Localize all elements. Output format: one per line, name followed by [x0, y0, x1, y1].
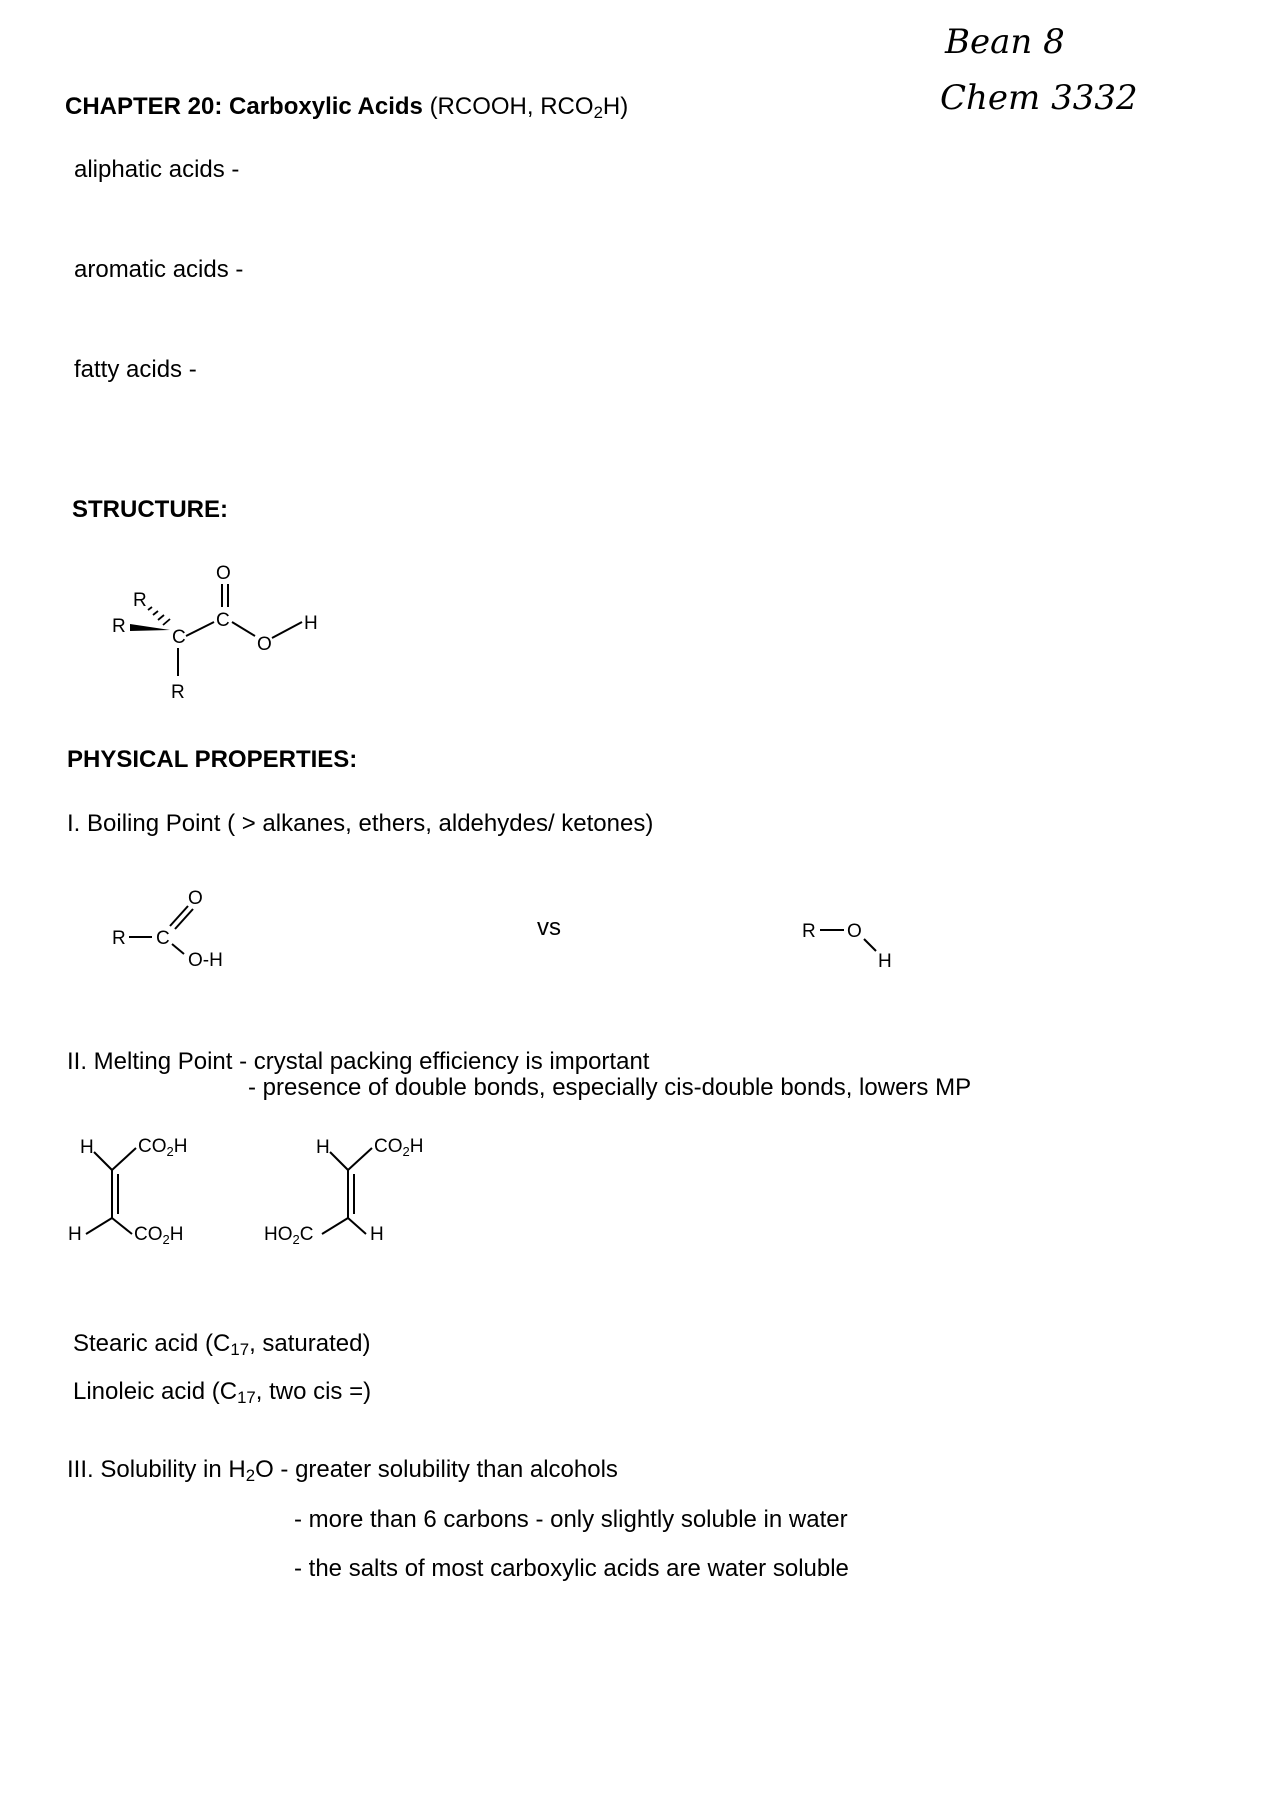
- trans-CO2H-top: $CO_2H$: [374, 1136, 424, 1159]
- chapter-title: [65, 93, 628, 121]
- acid-R: R: [112, 928, 126, 949]
- structure-C-carbonyl: C: [216, 610, 230, 631]
- boiling-point-text: I. Boiling Point ( > alkanes, ethers, aldehydes/ ketones): [67, 810, 654, 837]
- trans-alkene-diagram: [262, 1128, 442, 1258]
- linoleic-acid-text: Linoleic acid ($C_{17}$, two cis =): [73, 1378, 372, 1408]
- alcohol-O: O: [847, 921, 862, 942]
- structure-diagram: [100, 560, 340, 703]
- chapter-formula: (RCOOH, $RCO_2H$): [429, 93, 629, 123]
- trans-H-top: H: [316, 1137, 330, 1158]
- structure-R-top: R: [133, 590, 147, 611]
- acid-OH: O-H: [188, 950, 223, 971]
- structure-heading: STRUCTURE:: [72, 496, 228, 523]
- structure-R-left: R: [112, 616, 126, 637]
- chapter-title-bold: CHAPTER 20: Carboxylic Acids: [65, 93, 423, 120]
- carboxylic-acid-diagram: [110, 882, 260, 982]
- stearic-acid-text: Stearic acid ($C_{17}$, saturated): [73, 1330, 371, 1360]
- structure-O-double: O: [216, 563, 231, 584]
- alcohol-R: R: [802, 921, 816, 942]
- definition-fatty: fatty acids -: [74, 356, 197, 383]
- acid-O: O: [188, 888, 203, 909]
- trans-HO2C: $HO_2C$: [264, 1224, 314, 1247]
- definition-aliphatic: aliphatic acids -: [74, 156, 240, 183]
- cis-H-bottom: H: [68, 1224, 82, 1245]
- structure-O-single: O: [257, 634, 272, 655]
- handwritten-course: Chem 3332: [940, 78, 1138, 118]
- cis-alkene-diagram: [66, 1128, 206, 1258]
- cis-CO2H-top: $CO_2H$: [138, 1136, 188, 1159]
- solubility-text-3: - the salts of most carboxylic acids are water soluble: [294, 1555, 849, 1582]
- melting-point-text: II. Melting Point - crystal packing efficiency is important: [67, 1048, 650, 1075]
- structure-H: H: [304, 613, 318, 634]
- physical-properties-heading: PHYSICAL PROPERTIES:: [67, 746, 358, 773]
- vs-label: vs: [537, 914, 561, 941]
- cis-H-top: H: [80, 1137, 94, 1158]
- cis-CO2H-bottom: $CO_2H$: [134, 1224, 184, 1247]
- structure-C-alpha: C: [172, 627, 186, 648]
- alcohol-diagram: [800, 905, 910, 985]
- melting-point-text-2: - presence of double bonds, especially cis-double bonds, lowers MP: [248, 1074, 972, 1101]
- handwritten-name: Bean 8: [945, 22, 1065, 62]
- trans-H-bottom: H: [370, 1224, 384, 1245]
- definition-aromatic: aromatic acids -: [74, 256, 244, 283]
- acid-C: C: [156, 928, 170, 949]
- structure-R-bottom: R: [171, 682, 185, 703]
- solubility-text-2: - more than 6 carbons - only slightly soluble in water: [294, 1506, 848, 1533]
- solubility-text: III. Solubility in $H_2O$ - greater solubility than alcohols: [67, 1456, 618, 1486]
- alcohol-H: H: [878, 951, 892, 972]
